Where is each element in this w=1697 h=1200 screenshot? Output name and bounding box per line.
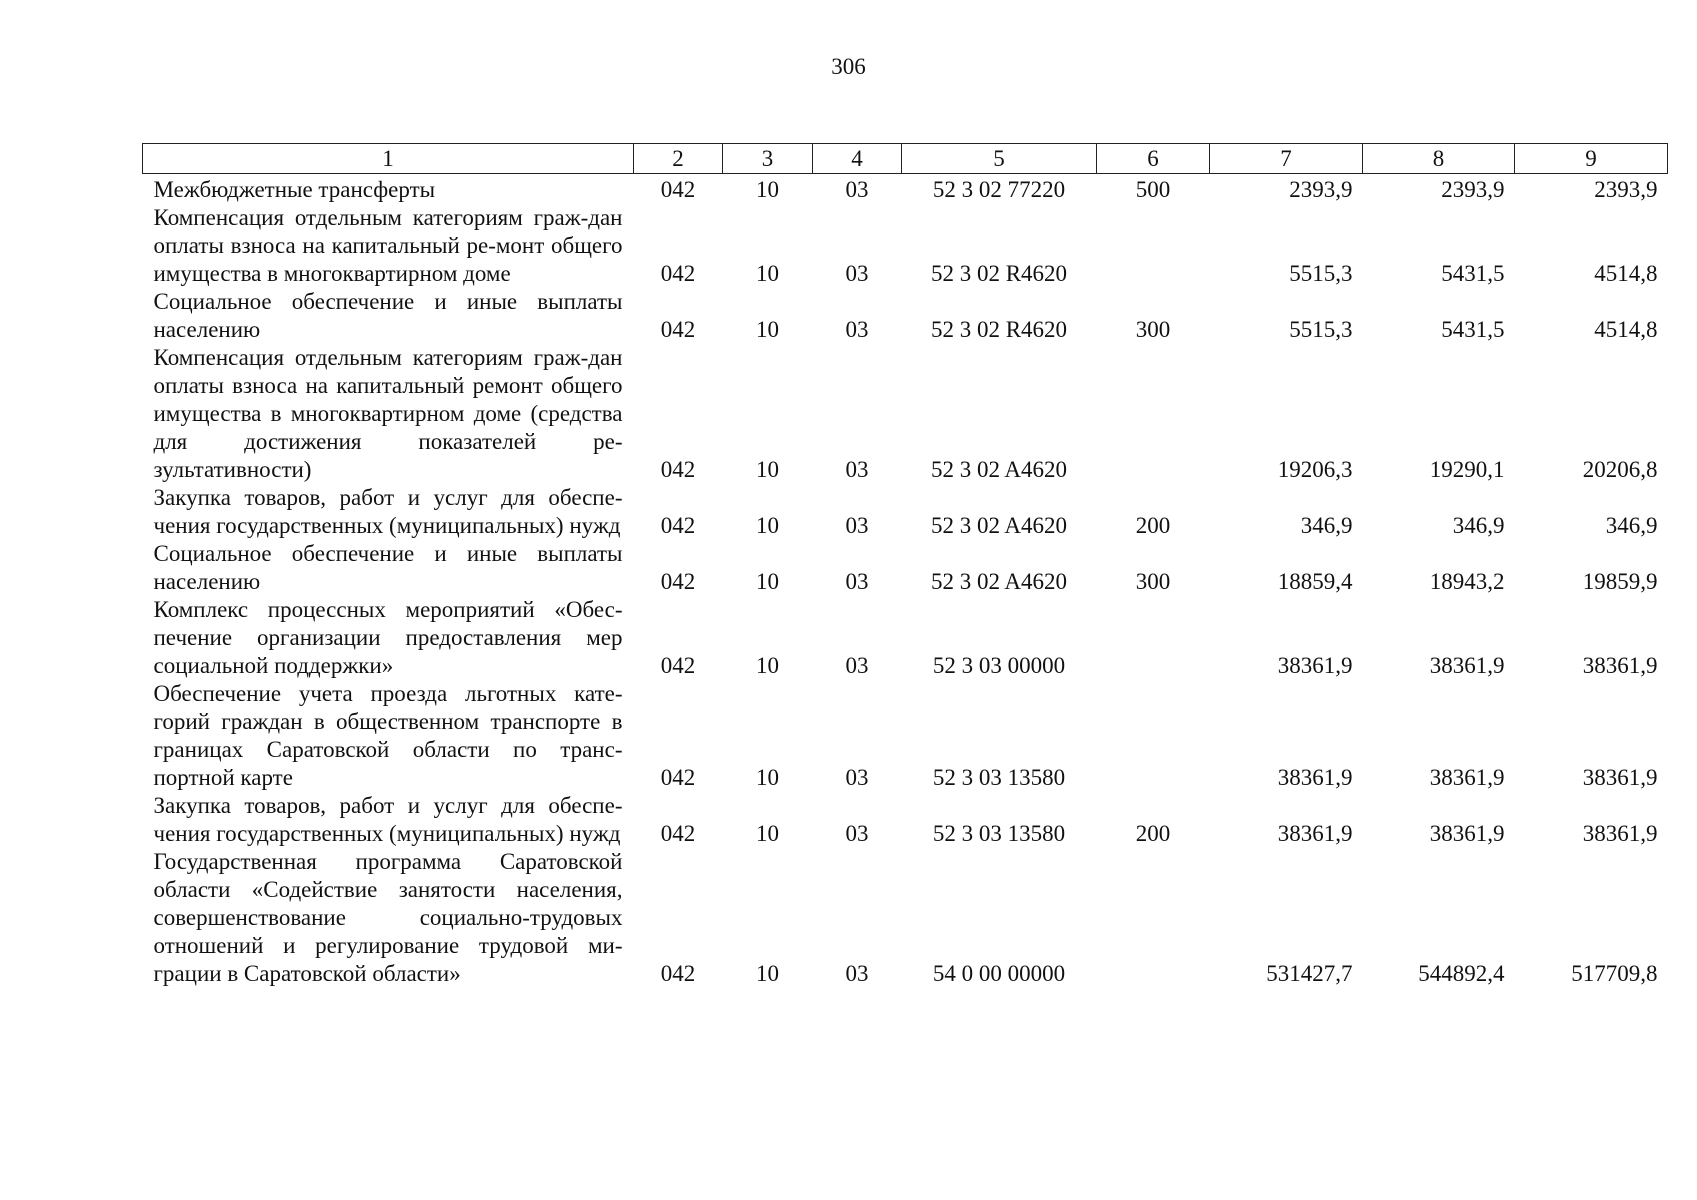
row-amount-col-8: 38361,9 (1429, 765, 1505, 790)
row-amount-col-9: 517709,8 (1571, 961, 1658, 986)
row-code-ministry: 042 (660, 961, 696, 986)
row-description: Социальное обеспечение и иные выплаты населению (153, 541, 623, 594)
table-row (143, 848, 1668, 988)
header-col-6: 6 (1097, 144, 1210, 174)
row-expense-type: 300 (1135, 569, 1171, 594)
table-row (143, 680, 1668, 792)
row-target-article: 54 0 00 00000 (932, 961, 1066, 986)
row-expense-type: 300 (1135, 317, 1171, 342)
row-amount-col-9: 4514,8 (1594, 261, 1658, 286)
row-expense-type (1097, 596, 1210, 680)
header-col-5: 5 (902, 144, 1097, 174)
row-target-article: 52 3 02 R4620 (930, 317, 1068, 342)
row-amount-col-9: 38361,9 (1582, 765, 1658, 790)
row-target-article: 52 3 02 R4620 (930, 261, 1068, 286)
header-col-7: 7 (1210, 144, 1363, 174)
row-expense-type: 500 (1135, 177, 1171, 202)
header-col-2: 2 (634, 144, 723, 174)
row-code-section: 10 (756, 177, 779, 202)
budget-table-container (142, 143, 1667, 988)
row-expense-type (1097, 344, 1210, 484)
row-code-ministry: 042 (660, 821, 696, 846)
row-description: Закупка товаров, работ и услуг для обеспе-чения государственных (муниципальных) нужд (153, 793, 623, 846)
row-expense-type (1097, 680, 1210, 792)
row-description: Компенсация отдельным категориям граж-дан оплаты взноса на капитальный ремонт общего имущества в многоквартирном доме (средства для достижения показателей ре-зультативности) (153, 345, 623, 482)
row-amount-col-9: 38361,9 (1582, 653, 1658, 678)
row-amount-col-8: 18943,2 (1429, 569, 1505, 594)
table-row (143, 204, 1668, 288)
row-code-subsection: 03 (845, 513, 869, 538)
row-amount-col-9: 38361,9 (1582, 821, 1658, 846)
row-amount-col-8: 2393,9 (1441, 177, 1505, 202)
table-row (143, 596, 1668, 680)
row-description: Социальное обеспечение и иные выплаты населению (153, 289, 623, 342)
header-col-8: 8 (1363, 144, 1515, 174)
header-col-3: 3 (723, 144, 813, 174)
row-amount-col-7: 5515,3 (1289, 317, 1353, 342)
header-col-9: 9 (1515, 144, 1668, 174)
row-description: Комплекс процессных мероприятий «Обес-печение организации предоставления мер социальной поддержки» (153, 597, 623, 678)
row-expense-type (1097, 204, 1210, 288)
table-row (143, 792, 1668, 848)
row-expense-type (1097, 848, 1210, 988)
row-code-subsection: 03 (845, 317, 869, 342)
row-amount-col-7: 19206,3 (1277, 457, 1353, 482)
row-expense-type: 200 (1135, 513, 1171, 538)
header-row (143, 144, 1668, 174)
row-code-ministry: 042 (660, 513, 696, 538)
row-code-section: 10 (756, 653, 779, 678)
row-expense-type: 200 (1135, 821, 1171, 846)
row-code-ministry: 042 (660, 317, 696, 342)
row-target-article: 52 3 02 77220 (932, 177, 1066, 202)
row-code-ministry: 042 (660, 765, 696, 790)
table-row (143, 540, 1668, 596)
row-code-section: 10 (756, 457, 779, 482)
row-amount-col-9: 19859,9 (1582, 569, 1658, 594)
row-code-ministry: 042 (660, 177, 696, 202)
row-amount-col-8: 5431,5 (1441, 317, 1505, 342)
row-code-section: 10 (756, 513, 779, 538)
row-code-section: 10 (756, 317, 779, 342)
row-code-section: 10 (756, 961, 779, 986)
header-col-1: 1 (143, 144, 634, 174)
table-row (143, 288, 1668, 344)
row-code-ministry: 042 (660, 457, 696, 482)
table-row (143, 344, 1668, 484)
row-amount-col-7: 2393,9 (1289, 177, 1353, 202)
row-description: Межбюджетные трансферты (153, 177, 436, 202)
table-header (143, 144, 1668, 174)
row-description: Обеспечение учета проезда льготных кате-горий граждан в общественном транспорте в границах Саратовской области по транс-портной карте (153, 681, 623, 790)
row-amount-col-7: 346,9 (1300, 513, 1353, 538)
row-amount-col-9: 346,9 (1605, 513, 1658, 538)
row-amount-col-9: 4514,8 (1594, 317, 1658, 342)
row-code-section: 10 (756, 569, 779, 594)
row-code-subsection: 03 (845, 653, 869, 678)
row-amount-col-8: 5431,5 (1441, 261, 1505, 286)
row-code-section: 10 (756, 765, 779, 790)
row-code-section: 10 (756, 261, 779, 286)
row-amount-col-8: 19290,1 (1429, 457, 1505, 482)
row-amount-col-7: 38361,9 (1277, 765, 1353, 790)
header-col-4: 4 (813, 144, 902, 174)
row-amount-col-9: 20206,8 (1582, 457, 1658, 482)
row-code-subsection: 03 (845, 261, 869, 286)
row-target-article: 52 3 03 13580 (932, 821, 1066, 846)
row-description: Компенсация отдельным категориям граж-дан оплаты взноса на капитальный ре-монт общего имущества в многоквартирном доме (153, 205, 623, 286)
table-body (143, 174, 1668, 989)
row-amount-col-7: 38361,9 (1277, 653, 1353, 678)
row-amount-col-7: 18859,4 (1277, 569, 1353, 594)
row-amount-col-7: 531427,7 (1266, 961, 1353, 986)
row-amount-col-7: 5515,3 (1289, 261, 1353, 286)
page-number: 306 (831, 54, 866, 79)
row-code-section: 10 (756, 821, 779, 846)
row-target-article: 52 3 03 00000 (932, 653, 1066, 678)
row-code-subsection: 03 (845, 821, 869, 846)
row-description: Государственная программа Саратовской области «Содействие занятости населения, совершенствование социально-трудовых отношений и регулирование трудовой ми-грации в Саратовской области» (153, 849, 623, 986)
row-code-ministry: 042 (660, 261, 696, 286)
row-amount-col-7: 38361,9 (1277, 821, 1353, 846)
row-code-subsection: 03 (845, 457, 869, 482)
row-target-article: 52 3 02 A4620 (930, 513, 1068, 538)
row-code-ministry: 042 (660, 653, 696, 678)
row-amount-col-8: 38361,9 (1429, 821, 1505, 846)
row-description: Закупка товаров, работ и услуг для обеспе-чения государственных (муниципальных) нужд (153, 485, 623, 538)
table-row (143, 174, 1668, 205)
row-target-article: 52 3 02 A4620 (930, 569, 1068, 594)
row-target-article: 52 3 03 13580 (932, 765, 1066, 790)
row-amount-col-8: 544892,4 (1418, 961, 1505, 986)
row-amount-col-9: 2393,9 (1594, 177, 1658, 202)
row-code-subsection: 03 (845, 569, 869, 594)
row-amount-col-8: 346,9 (1452, 513, 1505, 538)
row-code-subsection: 03 (845, 765, 869, 790)
row-code-subsection: 03 (845, 961, 869, 986)
row-code-ministry: 042 (660, 569, 696, 594)
row-target-article: 52 3 02 A4620 (930, 457, 1068, 482)
row-code-subsection: 03 (845, 177, 869, 202)
row-amount-col-8: 38361,9 (1429, 653, 1505, 678)
budget-table (142, 143, 1668, 988)
table-row (143, 484, 1668, 540)
